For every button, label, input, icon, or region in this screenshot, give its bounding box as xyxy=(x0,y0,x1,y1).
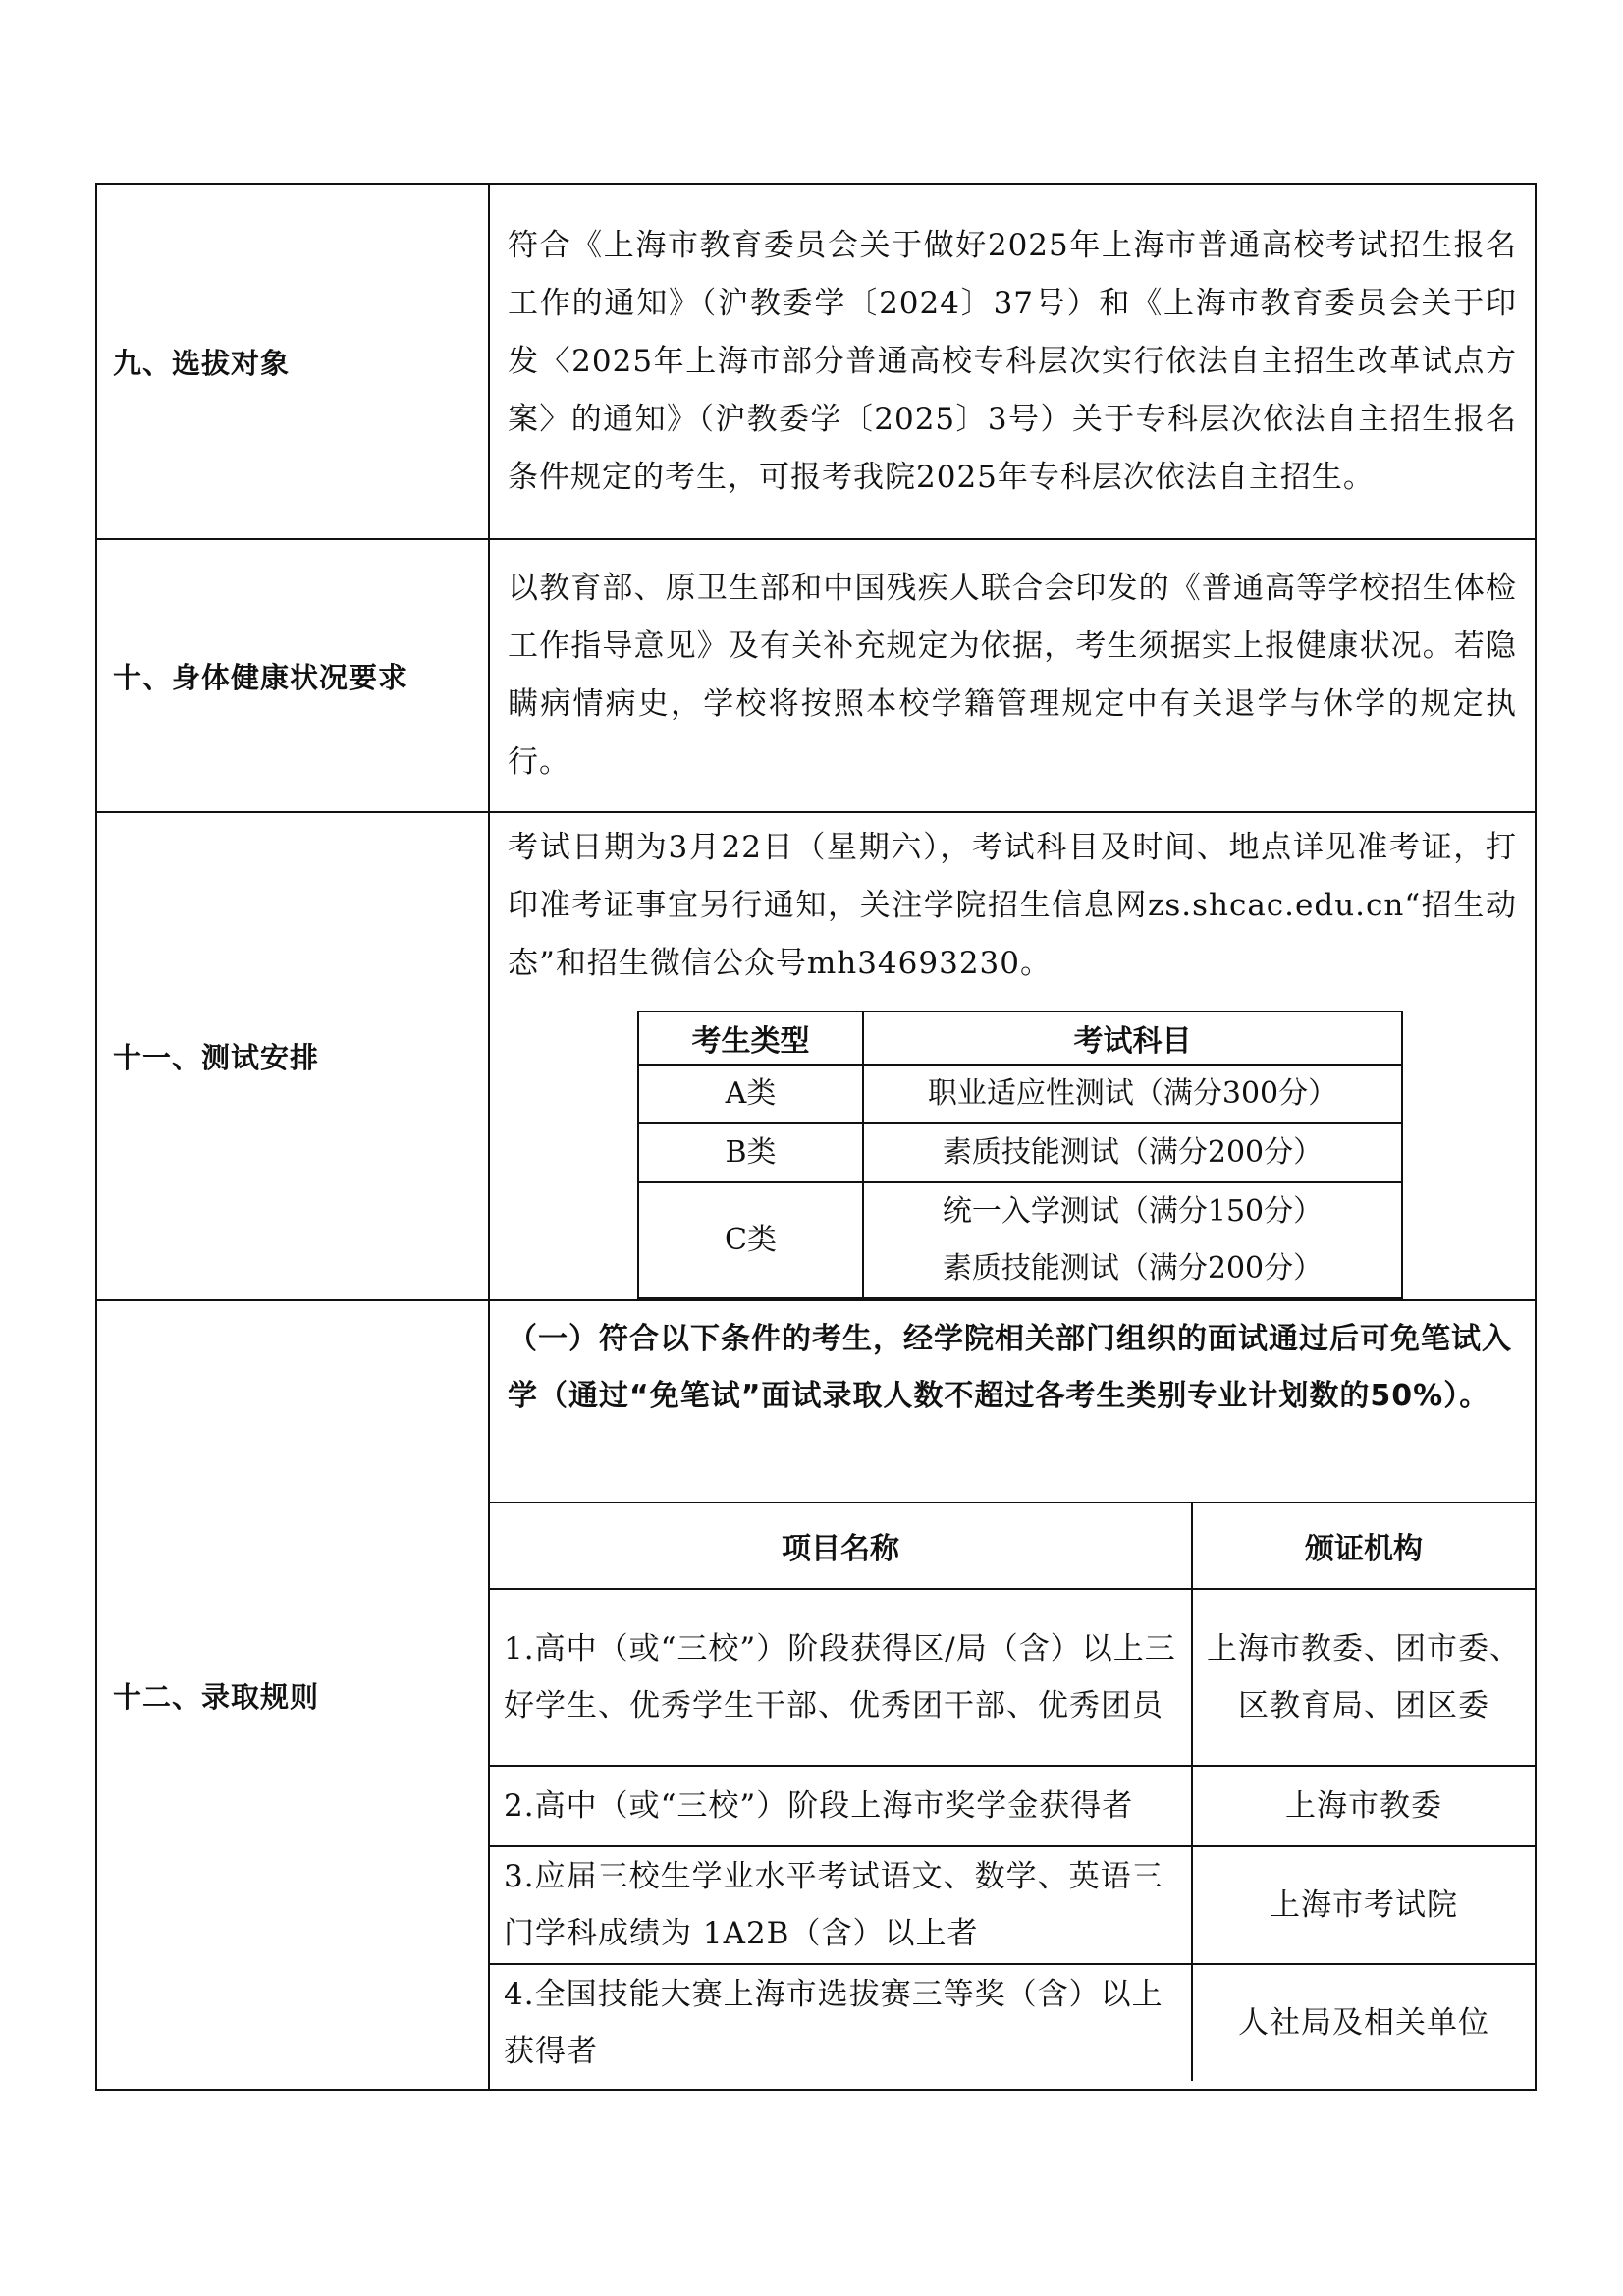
section-label-selection: 九、选拔对象 xyxy=(96,184,489,539)
criteria-row xyxy=(490,1964,1535,2081)
selection-text: 符合《上海市教育委员会关于做好2025年上海市普通高校考试招生报名工作的通知》（沪教委学〔2024〕37号）和《上海市教育委员会关于印发〈2025年上海市部分普通高校专科层次实行依法自主招生改革试点方案〉的通知》（沪教委学〔2025〕3号）关于专科层次依法自主招生报名条件规定的考生，可报考我院2025年专科层次依法自主招生。 xyxy=(508,227,1517,495)
section-content-health xyxy=(489,539,1536,812)
exam-subject: 职业适应性测试（满分300分） xyxy=(863,1065,1402,1123)
criteria-row xyxy=(490,1846,1535,1964)
section-label-health: 十、身体健康状况要求 xyxy=(96,539,489,812)
admission-criteria-table xyxy=(490,1502,1535,2081)
health-text: 以教育部、原卫生部和中国残疾人联合会印发的《普通高等学校招生体检工作指导意见》及有关补充规定为依据，考生须据实上报健康状况。若隐瞒病情病史，学校将按照本校学籍管理规定中有关退学与休学的规定执行。 xyxy=(508,571,1517,780)
enrollment-table xyxy=(95,183,1537,2091)
exam-subject: 素质技能测试（满分200分） xyxy=(863,1123,1402,1182)
section-content-test xyxy=(489,812,1536,1300)
section-row-test xyxy=(96,812,1536,1300)
section-content-selection xyxy=(489,184,1536,539)
criteria-item: 1.高中（或“三校”）阶段获得区/局（含）以上三好学生、优秀学生干部、优秀团干部、优秀团员 xyxy=(490,1589,1192,1766)
exam-type: C类 xyxy=(638,1182,863,1298)
exam-type: B类 xyxy=(638,1123,863,1182)
exam-subject-table xyxy=(637,1011,1403,1299)
exam-row xyxy=(638,1065,1402,1123)
section-content-admission xyxy=(489,1300,1536,2090)
test-text: 考试日期为3月22日（星期六），考试科目及时间、地点详见准考证，打印准考证事宜另行通知，关注学院招生信息网zs.shcac.edu.cn“招生动态”和招生微信公众号mh34693230。 xyxy=(508,830,1517,981)
criteria-org: 人社局及相关单位 xyxy=(1192,1964,1535,2081)
criteria-org xyxy=(1192,1589,1535,1766)
criteria-header xyxy=(490,1503,1535,1589)
section-row-admission xyxy=(96,1300,1536,2090)
exam-type: A类 xyxy=(638,1065,863,1123)
exam-header-type: 考生类型 xyxy=(638,1011,863,1065)
exam-subject: 素质技能测试（满分200分） xyxy=(942,1251,1324,1285)
criteria-row xyxy=(490,1589,1535,1766)
exam-table-header xyxy=(638,1011,1402,1065)
exam-subject: 统一入学测试（满分150分） xyxy=(942,1194,1324,1229)
section-row-health xyxy=(96,539,1536,812)
criteria-org: 上海市教委 xyxy=(1192,1766,1535,1846)
admission-intro: （一）符合以下条件的考生，经学院相关部门组织的面试通过后可免笔试入学（通过“免笔试”面试录取人数不超过各考生类别专业计划数的50%）。 xyxy=(508,1322,1512,1413)
criteria-org-line: 上海市教委、团市委、 xyxy=(1207,1631,1521,1667)
criteria-item: 4.全国技能大赛上海市选拔赛三等奖（含）以上获得者 xyxy=(490,1964,1192,2081)
exam-row xyxy=(638,1123,1402,1182)
section-label-admission: 十二、录取规则 xyxy=(96,1300,489,2090)
exam-subject-multi xyxy=(863,1182,1402,1298)
exam-header-subject: 考试科目 xyxy=(863,1011,1402,1065)
criteria-item: 3.应届三校生学业水平考试语文、数学、英语三门学科成绩为 1A2B（含）以上者 xyxy=(490,1846,1192,1964)
criteria-header-org: 颁证机构 xyxy=(1192,1503,1535,1589)
criteria-item: 2.高中（或“三校”）阶段上海市奖学金获得者 xyxy=(490,1766,1192,1846)
exam-row xyxy=(638,1182,1402,1298)
criteria-org: 上海市考试院 xyxy=(1192,1846,1535,1964)
section-row-selection xyxy=(96,184,1536,539)
criteria-row xyxy=(490,1766,1535,1846)
section-label-test: 十一、测试安排 xyxy=(96,812,489,1300)
criteria-header-item: 项目名称 xyxy=(490,1503,1192,1589)
criteria-org-line: 区教育局、团区委 xyxy=(1238,1688,1489,1723)
